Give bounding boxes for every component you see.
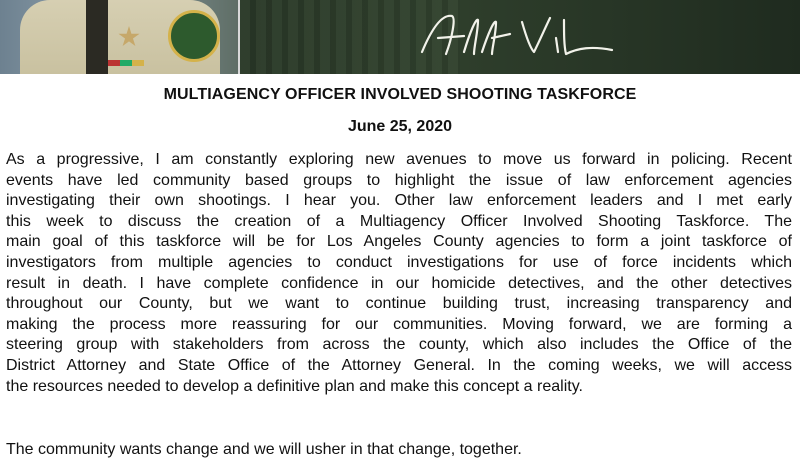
paragraph-line: events have led community based groups to highlight the issue of law enforcement agencies [6, 171, 792, 189]
paragraph-line: throughout our County, but we want to continue building trust, increasing transparency and [6, 295, 792, 313]
sheriff-photo [0, 0, 240, 74]
paragraph-line: this week to discuss the creation of a Multiagency Officer Involved Shooting Taskforce. The [6, 212, 792, 230]
paragraph-line: making the process more reassuring for our communities. Moving forward, we are forming a [6, 315, 792, 333]
document-date: June 25, 2020 [347, 118, 453, 135]
uniform-tie [86, 0, 108, 74]
paragraph-line: investigators from multiple agencies to conduct investigations for use of force incidents which [6, 253, 792, 271]
body-paragraph [6, 150, 792, 397]
closing-line: The community wants change and we will usher in that change, together. [6, 441, 522, 458]
paragraph-line: District Attorney and State Office of the Attorney General. In the coming weeks, we will access [6, 356, 792, 374]
paragraph-line: steering group with stakeholders from across the county, which also includes the Office of the [6, 336, 792, 354]
paragraph-line: As a progressive, I am constantly exploring new avenues to move us forward in policing. Recent [6, 151, 792, 168]
paragraph-line: the resources needed to develop a definitive plan and make this concept a reality. [6, 377, 583, 395]
paragraph-line: result in death. I have complete confidence in our homicide detectives, and the other detectives [6, 274, 792, 292]
document-title: MULTIAGENCY OFFICER INVOLVED SHOOTING TASKFORCE [163, 86, 637, 103]
paragraph-line: main goal of this taskforce will be for Los Angeles County agencies to form a joint taskforce of [6, 233, 792, 251]
header-banner [0, 0, 800, 74]
service-ribbons [108, 60, 144, 66]
paragraph-line: investigating their own shootings. I hear you. Other law enforcement leaders and I met early [6, 192, 792, 210]
department-patch [168, 10, 220, 62]
handwritten-signature [412, 8, 632, 64]
